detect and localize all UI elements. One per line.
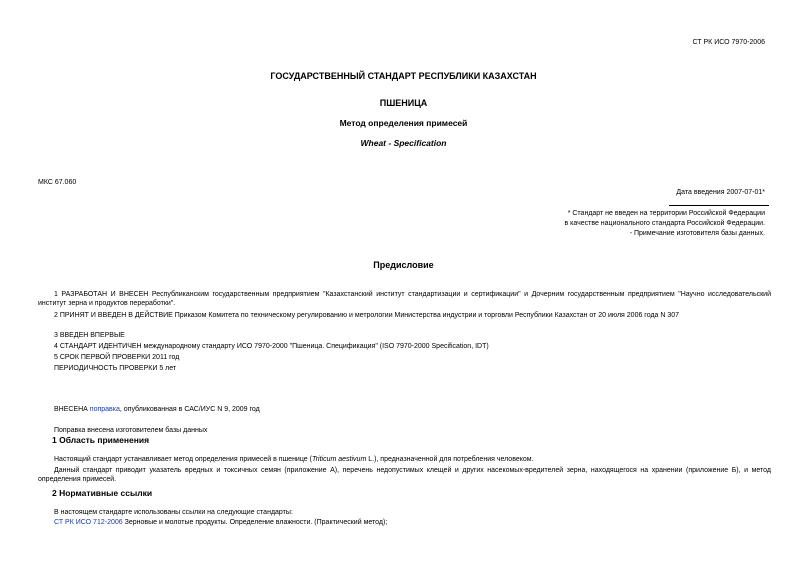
footnote-line: - Примечание изготовителя базы данных.: [629, 230, 765, 237]
foreword-item-6: ПЕРИОДИЧНОСТЬ ПРОВЕРКИ 5 лет: [54, 365, 177, 372]
section-1-paragraph-1: Настоящий стандарт устанавливает метод определения примесей в пшенице (Triticum aestivum L.), предназначенной для потребления человеком.: [54, 456, 534, 463]
footnote-line: в качестве национального стандарта Российской Федерации.: [564, 220, 765, 227]
english-title: Wheat - Specification: [360, 138, 447, 148]
section-1-paragraph-2: Данный стандарт приводит указатель вредных и токсичных семян (приложение А), перечень недопустимых клещей и других насекомых-вредителей зерна, находящегося на хранении (приложение Б), и метод определения примесей.: [38, 467, 771, 483]
amendment-link[interactable]: поправка: [89, 406, 120, 413]
amendment-note: Поправка внесена изготовителем базы данных: [54, 427, 208, 434]
document-reference: СТ РК ИСО 7970-2006: [692, 39, 765, 46]
section-2-paragraph-1: В настоящем стандарте использованы ссылки на следующие стандарты:: [54, 509, 293, 516]
method-title: Метод определения примесей: [339, 118, 468, 128]
product-title: ПШЕНИЦА: [379, 98, 428, 108]
normative-reference-item: СТ РК ИСО 712-2006 Зерновые и молотые продукты. Определение влажности. (Практический метод);: [54, 519, 388, 526]
footnote-divider: [669, 205, 769, 206]
foreword-heading: Предисловие: [373, 260, 434, 270]
footnote-line: * Стандарт не введен на территории Российской Федерации: [567, 210, 765, 217]
section-1-heading: 1 Область применения: [52, 435, 150, 445]
amendment-line: ВНЕСЕНА поправка, опубликованная в САС/ИУС N 9, 2009 год: [54, 406, 260, 413]
introduction-date: Дата введения 2007-07-01*: [676, 189, 765, 196]
state-standard-title: ГОСУДАРСТВЕННЫЙ СТАНДАРТ РЕСПУБЛИКИ КАЗАХСТАН: [270, 71, 537, 81]
mks-code: МКС 67.060: [38, 179, 77, 186]
foreword-item-3: 3 ВВЕДЕН ВПЕРВЫЕ: [54, 332, 125, 339]
foreword-item-2: 2 ПРИНЯТ И ВВЕДЕН В ДЕЙСТВИЕ Приказом Комитета по техническому регулированию и метрологии Министерства индустрии и торговли Республики Казахстан от 20 июля 2006 года N 307: [54, 312, 680, 319]
standard-reference-link[interactable]: СТ РК ИСО 712-2006: [54, 519, 123, 526]
foreword-item-5: 5 СРОК ПЕРВОЙ ПРОВЕРКИ 2011 год: [54, 354, 180, 361]
section-2-heading: 2 Нормативные ссылки: [52, 488, 153, 498]
foreword-item-1: 1 РАЗРАБОТАН И ВНЕСЕН Республиканским государственным предприятием "Казахстанский институт стандартизации и сертификации" и Дочерним государственным предприятием "Научно исследовательский институт зерна и продуктов переработки".: [38, 291, 771, 307]
foreword-item-4: 4 СТАНДАРТ ИДЕНТИЧЕН международному стандарту ИСО 7970-2000 "Пшеница. Спецификация" (ISO 7970-2000 Specification, IDT): [54, 343, 489, 350]
